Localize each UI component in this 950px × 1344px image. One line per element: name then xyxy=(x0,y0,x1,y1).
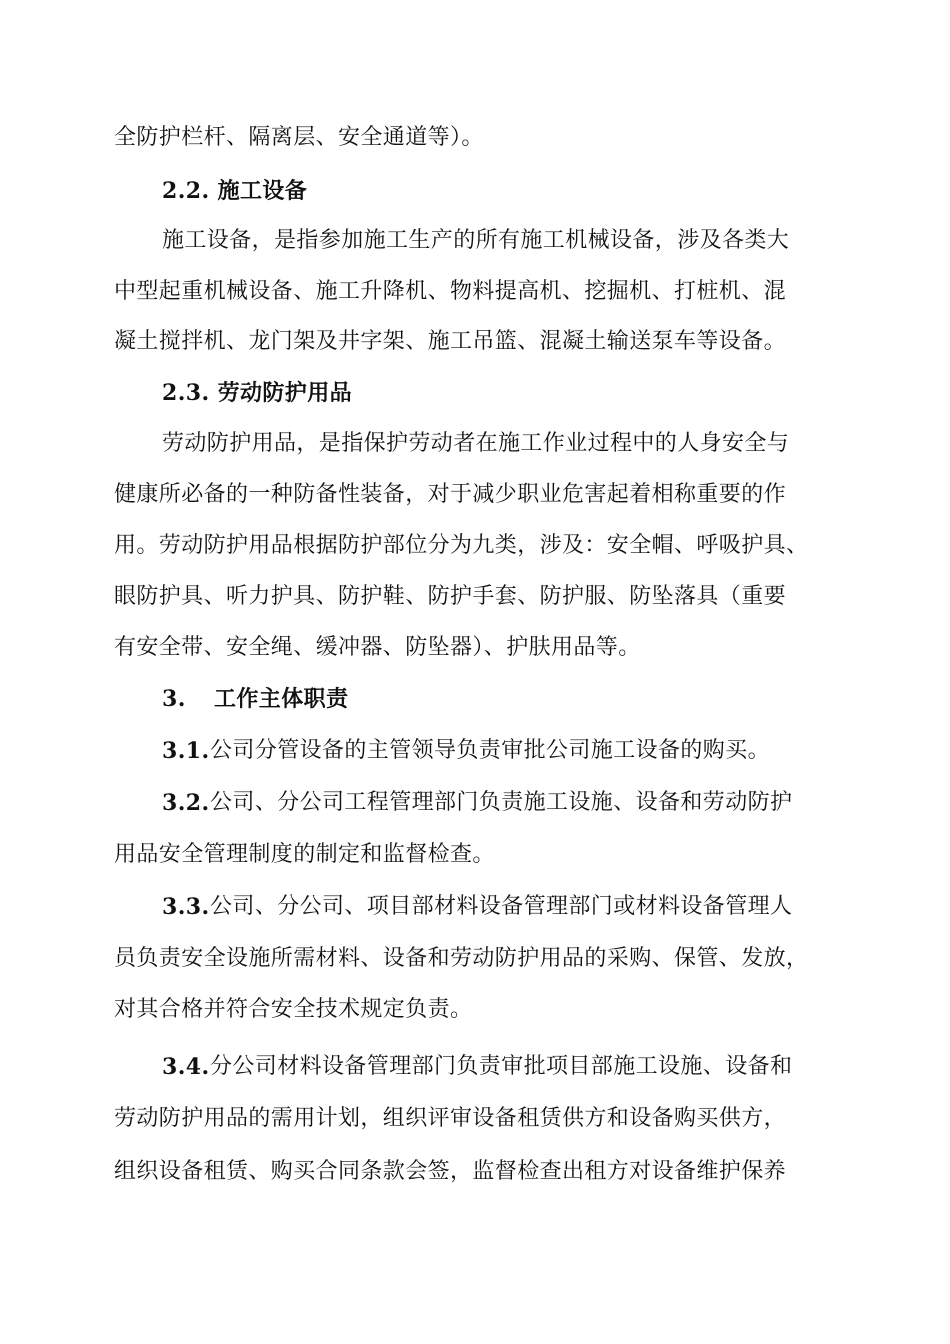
item-number-3-3: 3.3. xyxy=(162,894,210,920)
section-heading-2-3: 2.3. 劳动防护用品 xyxy=(162,380,352,406)
text-line: 公司、分公司、项目部材料设备管理部门或材料设备管理人 xyxy=(210,894,793,919)
text-line: 组织设备租赁、购买合同条款会签，监督检查出租方对设备维护保养 xyxy=(114,1159,787,1184)
text-line: 健康所必备的一种防备性装备，对于减少职业危害起着相称重要的作 xyxy=(114,482,787,507)
text-line: 劳动防护用品的需用计划，组织评审设备租赁供方和设备购买供方， xyxy=(114,1106,787,1131)
text-line: 劳动防护用品，是指保护劳动者在施工作业过程中的人身安全与 xyxy=(162,431,790,456)
section-heading-2-2: 2.2. 施工设备 xyxy=(162,178,308,204)
text-line: 分公司材料设备管理部门负责审批项目部施工设施、设备和 xyxy=(210,1054,793,1079)
text-line: 用品安全管理制度的制定和监督检查。 xyxy=(114,842,495,867)
text-line: 中型起重机械设备、施工升降机、物料提高机、挖掘机、打桩机、混 xyxy=(114,279,787,304)
item-number-3-4: 3.4. xyxy=(162,1054,210,1080)
item-number-3-1: 3.1. xyxy=(162,738,210,764)
text-line: 用。劳动防护用品根据防护部位分为九类，涉及：安全帽、呼吸护具、 xyxy=(114,533,809,558)
item-number-3-2: 3.2. xyxy=(162,790,210,816)
text-line: 全防护栏杆、隔离层、安全通道等）。 xyxy=(114,125,484,150)
text-line: 公司分管设备的主管领导负责审批公司施工设备的购买。 xyxy=(210,738,771,763)
text-line: 眼防护具、听力护具、防护鞋、防护手套、防护服、防坠落具（重要 xyxy=(114,584,787,609)
text-line: 施工设备，是指参加施工生产的所有施工机械设备，涉及各类大 xyxy=(162,228,790,253)
text-line: 对其合格并符合安全技术规定负责。 xyxy=(114,997,473,1022)
text-line: 公司、分公司工程管理部门负责施工设施、设备和劳动防护 xyxy=(210,790,793,815)
text-line: 有安全带、安全绳、缓冲器、防坠器）、护肤用品等。 xyxy=(114,635,641,660)
text-line: 员负责安全设施所需材料、设备和劳动防护用品的采购、保管、发放， xyxy=(114,946,809,971)
text-line: 凝土搅拌机、龙门架及井字架、施工吊篮、混凝土输送泵车等设备。 xyxy=(114,329,787,354)
section-heading-3: 工作主体职责 xyxy=(214,686,349,712)
section-number-3: 3. xyxy=(162,686,186,712)
